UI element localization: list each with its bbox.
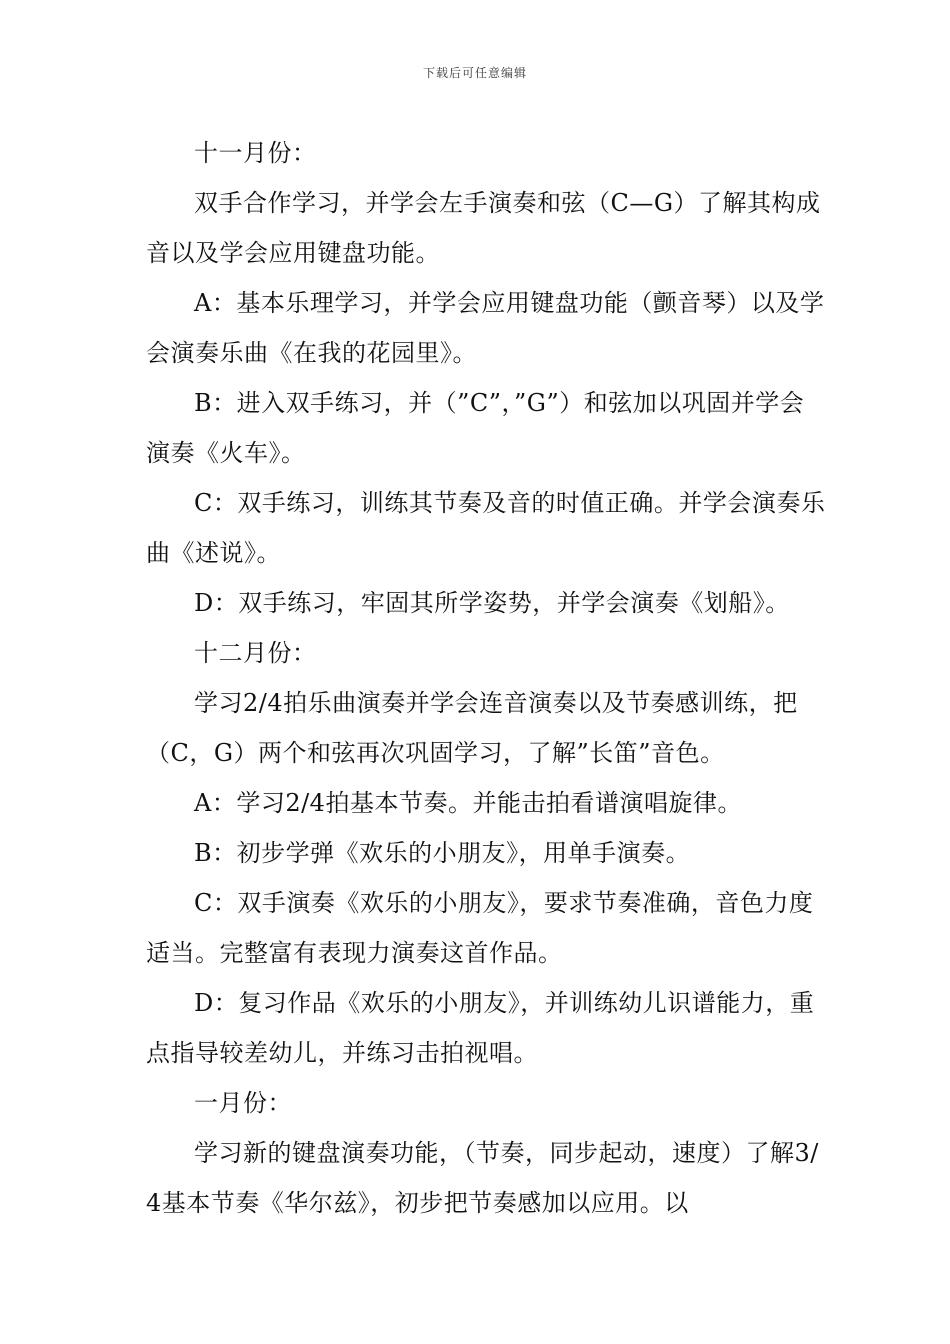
paragraph-december-c: C：双手演奏《欢乐的小朋友》，要求节奏准确，音色力度适当。完整富有表现力演奏这首作品。 — [146, 889, 814, 967]
document-body — [146, 128, 826, 1228]
paragraph-november-intro: 双手合作学习，并学会左手演奏和弦（C—G）了解其构成音以及学会应用键盘功能。 — [146, 189, 821, 267]
section-heading-december: 十二月份： — [194, 639, 317, 667]
paragraph-november-b: B：进入双手练习，并（”C”，”G”）和弦加以巩固并学会演奏《火车》。 — [146, 389, 805, 467]
paragraph-december-intro: 学习2/4拍乐曲演奏并学会连音演奏以及节奏感训练，把（C，G）两个和弦再次巩固学习，了解”长笛”音色。 — [146, 689, 798, 767]
paragraph-december-d: D：复习作品《欢乐的小朋友》，并训练幼儿识谱能力，重点指导较差幼儿，并练习击拍视唱。 — [146, 989, 815, 1067]
paragraph-november-a: A：基本乐理学习，并学会应用键盘功能（颤音琴）以及学会演奏乐曲《在我的花园里》。 — [146, 289, 825, 367]
section-heading-november: 十一月份： — [194, 139, 317, 167]
section-heading-january: 一月份： — [194, 1089, 292, 1117]
paragraph-january-intro: 学习新的键盘演奏功能，（节奏，同步起动，速度）了解3/4基本节奏《华尔兹》，初步把节奏感加以应用。以 — [146, 1139, 819, 1217]
paragraph-december-a: A：学习2/4拍基本节奏。并能击拍看谱演唱旋律。 — [194, 789, 742, 817]
paragraph-november-c: C：双手练习，训练其节奏及音的时值正确。并学会演奏乐曲《述说》。 — [146, 489, 826, 567]
page-header: 下载后可任意编辑 — [422, 66, 527, 80]
paragraph-december-b: B：初步学弹《欢乐的小朋友》，用单手演奏。 — [194, 839, 691, 867]
paragraph-november-d: D：双手练习，牢固其所学姿势，并学会演奏《划船》。 — [194, 589, 790, 617]
